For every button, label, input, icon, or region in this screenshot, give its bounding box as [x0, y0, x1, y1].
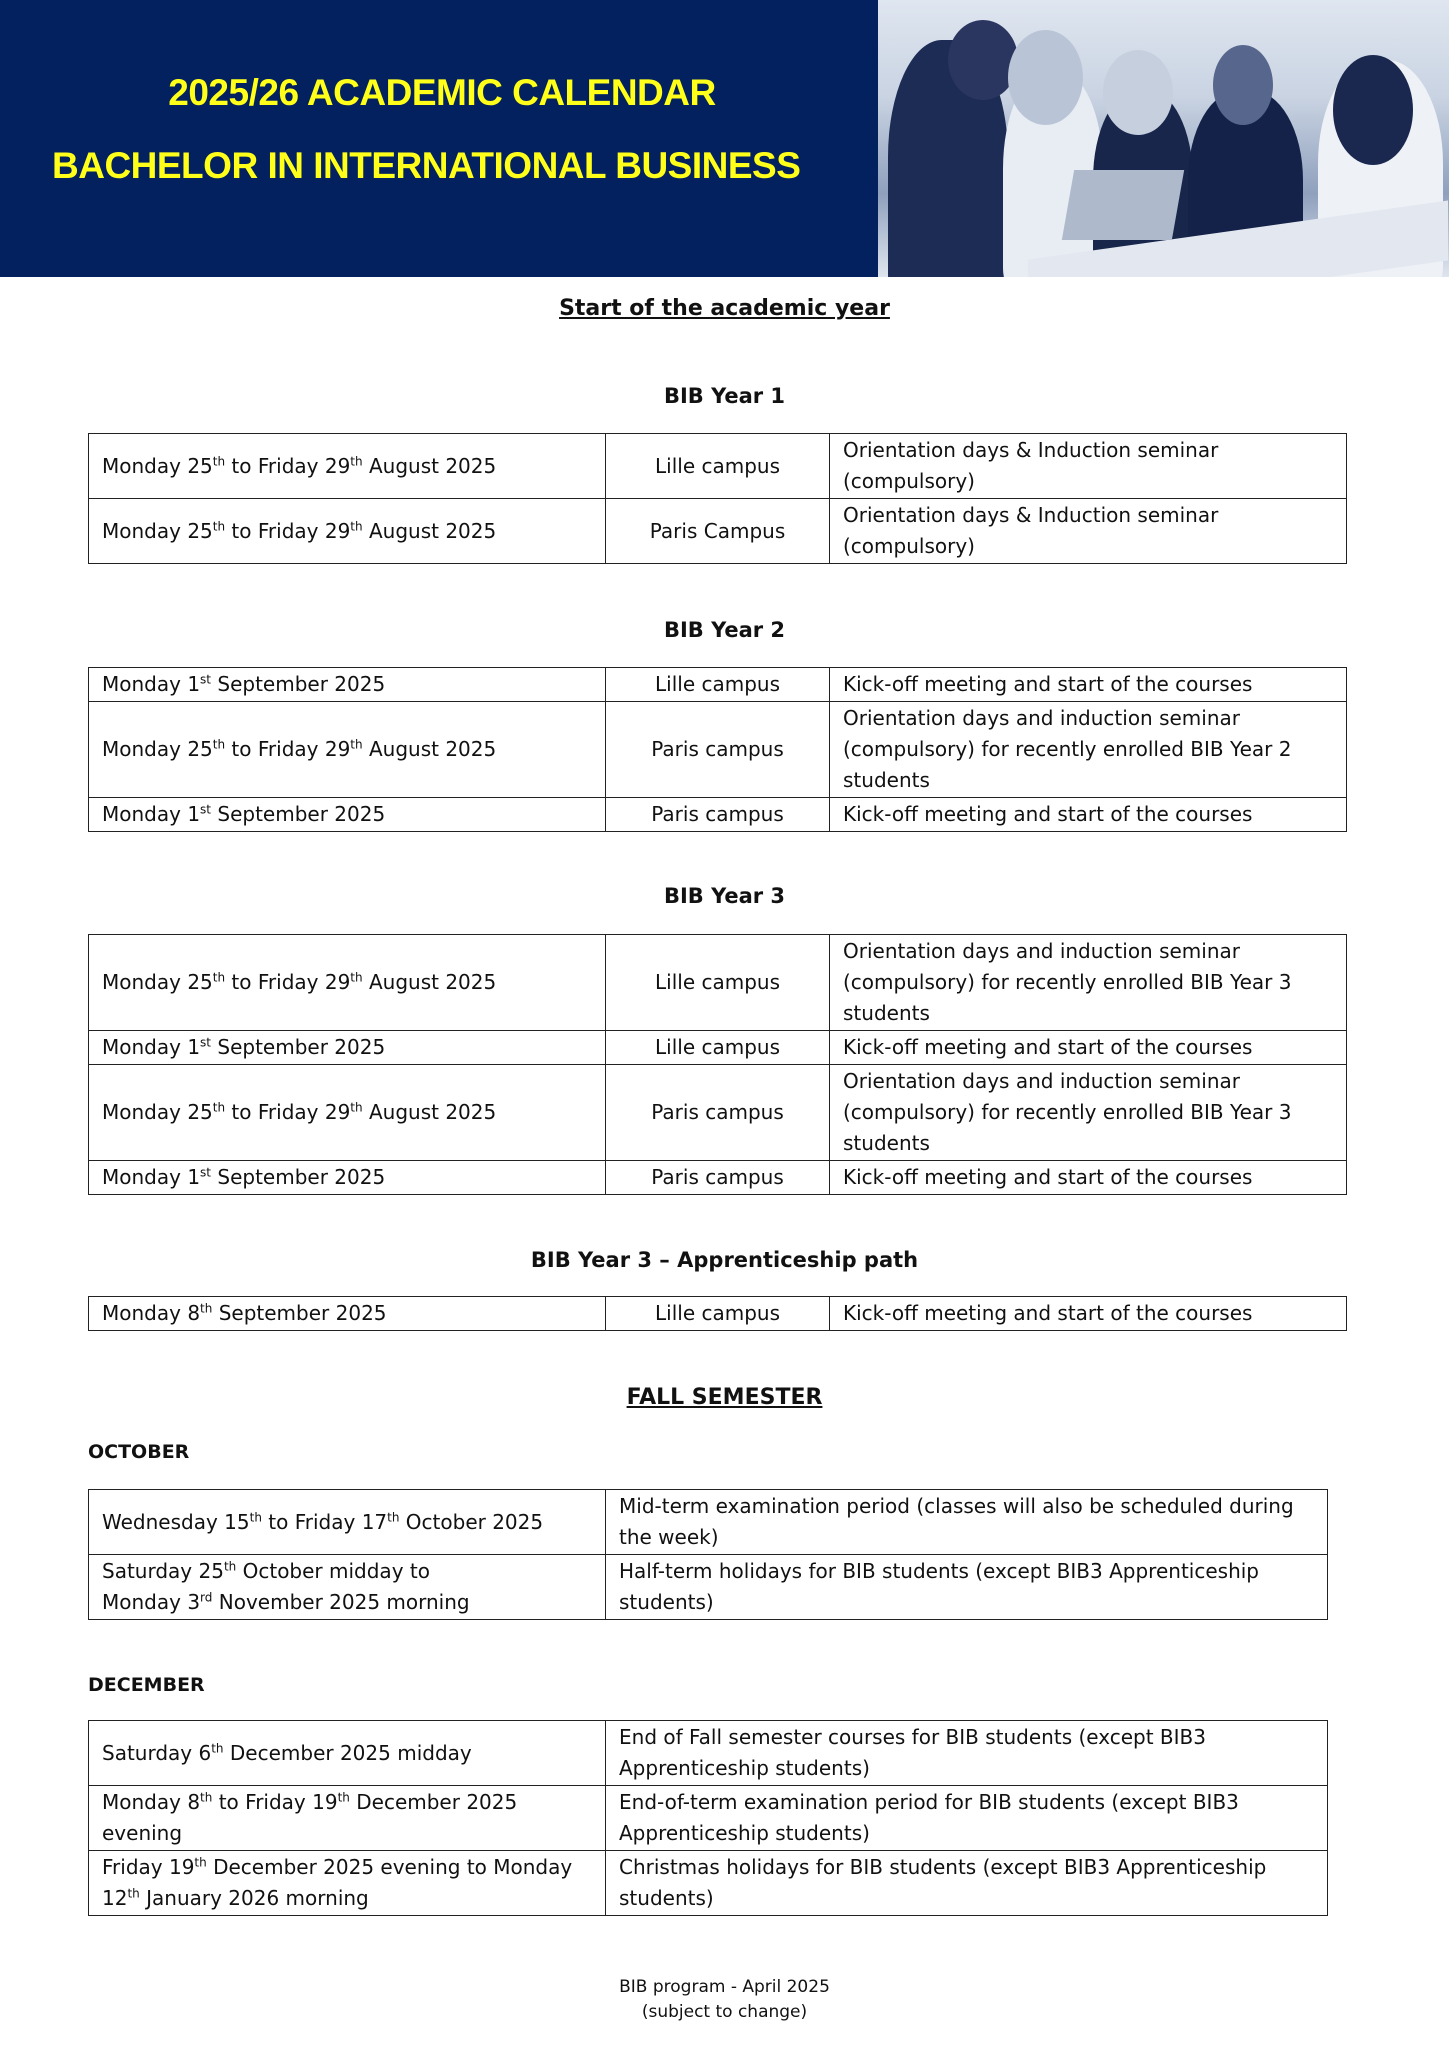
campus-cell: Paris Campus — [606, 499, 830, 564]
students-photo — [878, 0, 1449, 277]
footer — [0, 1975, 1449, 2025]
start-table — [88, 667, 1347, 832]
date-cell: Monday 1st September 2025 — [89, 1161, 606, 1195]
footer-program-date: BIB program - April 2025 — [619, 1977, 830, 1997]
year-heading: BIB Year 1 — [663, 384, 786, 408]
table-row — [89, 1786, 1328, 1851]
year-heading: BIB Year 3 — [663, 884, 786, 908]
footer-disclaimer: (subject to change) — [641, 2002, 808, 2022]
event-cell: Kick-off meeting and start of the courses — [830, 668, 1347, 702]
table-row — [89, 702, 1347, 798]
campus-cell: Paris campus — [606, 702, 830, 798]
event-cell: Orientation days and induction seminar (compulsory) for recently enrolled BIB Year 2 students — [830, 702, 1347, 798]
date-cell: Monday 8th September 2025 — [89, 1297, 606, 1331]
event-cell: Mid-term examination period (classes will also be scheduled during the week) — [606, 1490, 1328, 1555]
calendar-title: 2025/26 ACADEMIC CALENDAR — [168, 72, 716, 113]
event-cell: Kick-off meeting and start of the courses — [830, 798, 1347, 832]
event-cell: End-of-term examination period for BIB students (except BIB3 Apprenticeship students) — [606, 1786, 1328, 1851]
event-cell: Christmas holidays for BIB students (except BIB3 Apprenticeship students) — [606, 1851, 1328, 1916]
event-cell: Kick-off meeting and start of the courses — [830, 1031, 1347, 1065]
campus-cell: Paris campus — [606, 798, 830, 832]
date-cell: Friday 19th December 2025 evening to Monday 12th January 2026 morning — [89, 1851, 606, 1916]
table-row — [89, 1490, 1328, 1555]
date-cell: Saturday 25th October midday to Monday 3rd November 2025 morning — [89, 1555, 606, 1620]
date-cell: Monday 8th to Friday 19th December 2025 evening — [89, 1786, 606, 1851]
date-cell: Monday 1st September 2025 — [89, 798, 606, 832]
month-heading: DECEMBER — [88, 1674, 205, 1696]
table-row — [89, 1161, 1347, 1195]
table-row — [89, 798, 1347, 832]
date-cell: Monday 1st September 2025 — [89, 668, 606, 702]
date-cell: Monday 25th to Friday 29th August 2025 — [89, 935, 606, 1031]
date-cell: Monday 1st September 2025 — [89, 1031, 606, 1065]
table-row — [89, 1031, 1347, 1065]
table-row — [89, 1851, 1328, 1916]
campus-cell: Paris campus — [606, 1161, 830, 1195]
table-row — [89, 1065, 1347, 1161]
month-heading: OCTOBER — [88, 1441, 190, 1463]
table-row — [89, 499, 1347, 564]
start-table — [88, 934, 1347, 1195]
date-cell: Monday 25th to Friday 29th August 2025 — [89, 702, 606, 798]
date-cell: Saturday 6th December 2025 midday — [89, 1721, 606, 1786]
table-row — [89, 1721, 1328, 1786]
event-cell: Orientation days and induction seminar (compulsory) for recently enrolled BIB Year 3 students — [830, 1065, 1347, 1161]
start-table — [88, 433, 1347, 564]
table-row — [89, 668, 1347, 702]
event-cell: Half-term holidays for BIB students (except BIB3 Apprenticeship students) — [606, 1555, 1328, 1620]
date-cell: Wednesday 15th to Friday 17th October 2025 — [89, 1490, 606, 1555]
table-row — [89, 935, 1347, 1031]
event-cell: Orientation days and induction seminar (compulsory) for recently enrolled BIB Year 3 students — [830, 935, 1347, 1031]
campus-cell: Lille campus — [606, 1297, 830, 1331]
campus-cell: Paris campus — [606, 1065, 830, 1161]
table-row — [89, 434, 1347, 499]
date-cell: Monday 25th to Friday 29th August 2025 — [89, 499, 606, 564]
table-row — [89, 1555, 1328, 1620]
table-row — [89, 1297, 1347, 1331]
date-cell: Monday 25th to Friday 29th August 2025 — [89, 1065, 606, 1161]
section-title-fall: FALL SEMESTER — [626, 1385, 823, 1410]
section-title-start: Start of the academic year — [559, 296, 890, 321]
start-table — [88, 1296, 1347, 1331]
event-cell: Kick-off meeting and start of the courses — [830, 1297, 1347, 1331]
campus-cell: Lille campus — [606, 668, 830, 702]
year-heading: BIB Year 3 – Apprenticeship path — [530, 1248, 919, 1272]
campus-cell: Lille campus — [606, 935, 830, 1031]
event-cell: End of Fall semester courses for BIB students (except BIB3 Apprenticeship students) — [606, 1721, 1328, 1786]
event-cell: Kick-off meeting and start of the courses — [830, 1161, 1347, 1195]
campus-cell: Lille campus — [606, 1031, 830, 1065]
event-cell: Orientation days & Induction seminar (compulsory) — [830, 499, 1347, 564]
header-banner — [0, 0, 1449, 277]
event-cell: Orientation days & Induction seminar (compulsory) — [830, 434, 1347, 499]
campus-cell: Lille campus — [606, 434, 830, 499]
fall-table — [88, 1489, 1328, 1620]
date-cell: Monday 25th to Friday 29th August 2025 — [89, 434, 606, 499]
program-title: BACHELOR IN INTERNATIONAL BUSINESS — [52, 145, 801, 186]
year-heading: BIB Year 2 — [663, 618, 786, 642]
fall-table — [88, 1720, 1328, 1916]
